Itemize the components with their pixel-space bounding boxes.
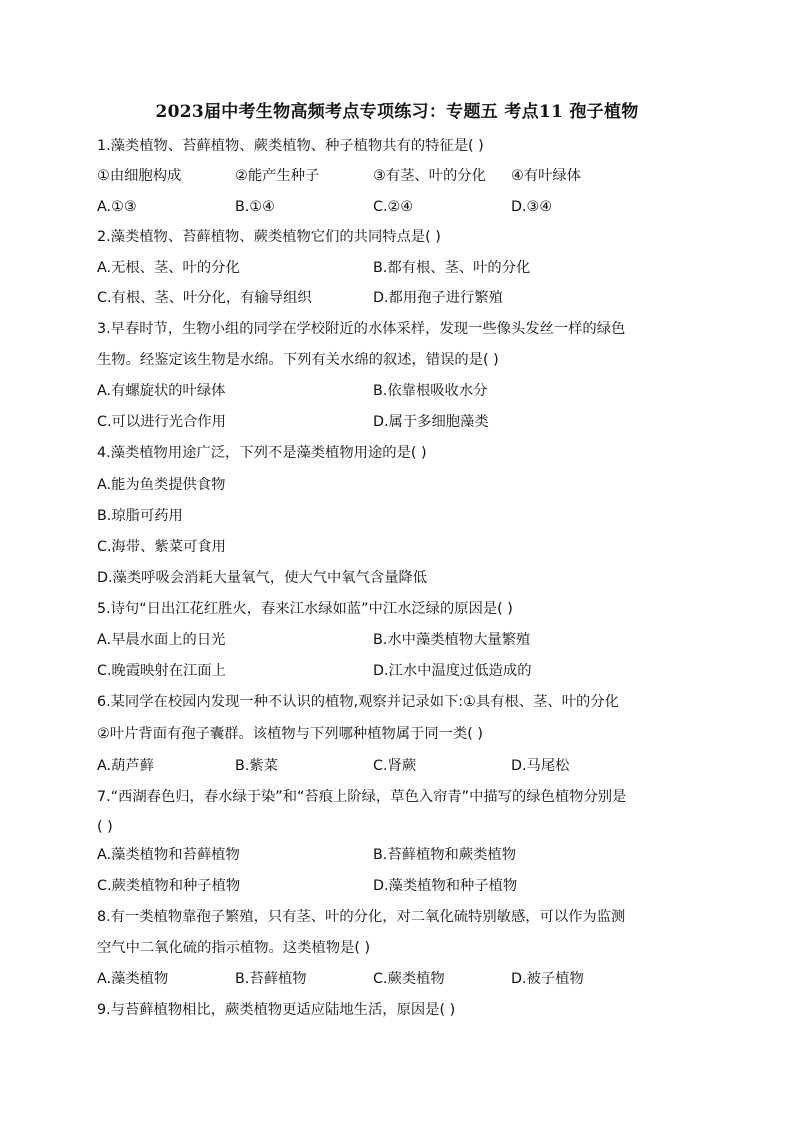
question-3-stem-line-2: 生物。经鉴定该生物是水绵。下列有关水绵的叙述，错误的是( ) bbox=[97, 352, 499, 368]
q6-option-d: D.马尾松 bbox=[511, 758, 570, 774]
question-3-stem-line-1: 3.早春时节，生物小组的同学在学校附近的水体采样，发现一些像头发丝一样的绿色 bbox=[97, 321, 626, 337]
q2-option-d: D.都用孢子进行繁殖 bbox=[373, 290, 503, 306]
q3-option-a: A.有螺旋状的叶绿体 bbox=[97, 383, 226, 399]
q7-option-d: D.藻类植物和种子植物 bbox=[373, 878, 518, 894]
q1-option-a: A.①③ bbox=[97, 199, 137, 215]
q8-option-d: D.被子植物 bbox=[511, 971, 584, 987]
q1-statement-2: ②能产生种子 bbox=[235, 168, 320, 184]
q5-option-c: C.晚霞映射在江面上 bbox=[97, 663, 226, 679]
q7-option-c: C.蕨类植物和种子植物 bbox=[97, 878, 241, 894]
question-5-stem: 5.诗句“日出江花红胜火，春来江水绿如蓝”中江水泛绿的原因是( ) bbox=[97, 601, 513, 617]
q8-option-c: C.蕨类植物 bbox=[373, 971, 445, 987]
q1-statement-3: ③有茎、叶的分化 bbox=[373, 168, 486, 184]
q5-option-d: D.江水中温度过低造成的 bbox=[373, 663, 532, 679]
question-2-stem: 2.藻类植物、苔藓植物、蕨类植物它们的共同特点是( ) bbox=[97, 229, 441, 245]
q7-option-a: A.藻类植物和苔藓植物 bbox=[97, 847, 240, 863]
q1-option-b: B.①④ bbox=[235, 199, 275, 215]
q5-option-a: A.早晨水面上的日光 bbox=[97, 632, 226, 648]
question-6-stem-line-2: ②叶片背面有孢子囊群。该植物与下列哪种植物属于同一类( ) bbox=[97, 726, 483, 742]
question-8-stem-line-1: 8.有一类植物靠孢子繁殖，只有茎、叶的分化，对二氧化硫特别敏感，可以作为监测 bbox=[97, 909, 626, 925]
q4-option-b: B.琼脂可药用 bbox=[97, 508, 183, 524]
q3-option-d: D.属于多细胞藻类 bbox=[373, 414, 489, 430]
q2-option-c: C.有根、茎、叶分化，有输导组织 bbox=[97, 290, 312, 306]
question-9-stem: 9.与苔藓植物相比，蕨类植物更适应陆地生活，原因是( ) bbox=[97, 1002, 456, 1018]
q1-statement-1: ①由细胞构成 bbox=[97, 168, 182, 184]
question-7-stem-line-1: 7.“西湖春色归，春水绿于染”和“苔痕上阶绿，草色入帘青”中描写的绿色植物分别是 bbox=[97, 789, 627, 805]
q1-statement-4: ④有叶绿体 bbox=[511, 168, 582, 184]
page-title: 2023届中考生物高频考点专项练习：专题五 考点11 孢子植物 bbox=[155, 102, 639, 122]
q4-option-d: D.藻类呼吸会消耗大量氧气，使大气中氧气含量降低 bbox=[97, 570, 428, 586]
q5-option-b: B.水中藻类植物大量繁殖 bbox=[373, 632, 531, 648]
q3-option-b: B.依靠根吸收水分 bbox=[373, 383, 488, 399]
q7-option-b: B.苔藓植物和蕨类植物 bbox=[373, 847, 517, 863]
question-1-stem: 1.藻类植物、苔藓植物、蕨类植物、种子植物共有的特征是( ) bbox=[97, 138, 484, 154]
q2-option-a: A.无根、茎、叶的分化 bbox=[97, 260, 240, 276]
q8-option-a: A.藻类植物 bbox=[97, 971, 169, 987]
q1-option-c: C.②④ bbox=[373, 199, 414, 215]
q1-option-d: D.③④ bbox=[511, 199, 553, 215]
q8-option-b: B.苔藓植物 bbox=[235, 971, 307, 987]
q4-option-a: A.能为鱼类提供食物 bbox=[97, 477, 226, 493]
question-4-stem: 4.藻类植物用途广泛，下列不是藻类植物用途的是( ) bbox=[97, 445, 427, 461]
question-6-stem-line-1: 6.某同学在校园内发现一种不认识的植物,观察并记录如下:①具有根、茎、叶的分化 bbox=[97, 694, 619, 710]
q6-option-a: A.葫芦藓 bbox=[97, 758, 154, 774]
q3-option-c: C.可以进行光合作用 bbox=[97, 414, 226, 430]
q4-option-c: C.海带、紫菜可食用 bbox=[97, 539, 226, 555]
q2-option-b: B.都有根、茎、叶的分化 bbox=[373, 260, 531, 276]
q6-option-b: B.紫菜 bbox=[235, 758, 278, 774]
q6-option-c: C.肾蕨 bbox=[373, 758, 417, 774]
question-7-stem-line-2: ( ) bbox=[97, 819, 113, 835]
question-8-stem-line-2: 空气中二氧化硫的指示植物。这类植物是( ) bbox=[97, 940, 371, 956]
